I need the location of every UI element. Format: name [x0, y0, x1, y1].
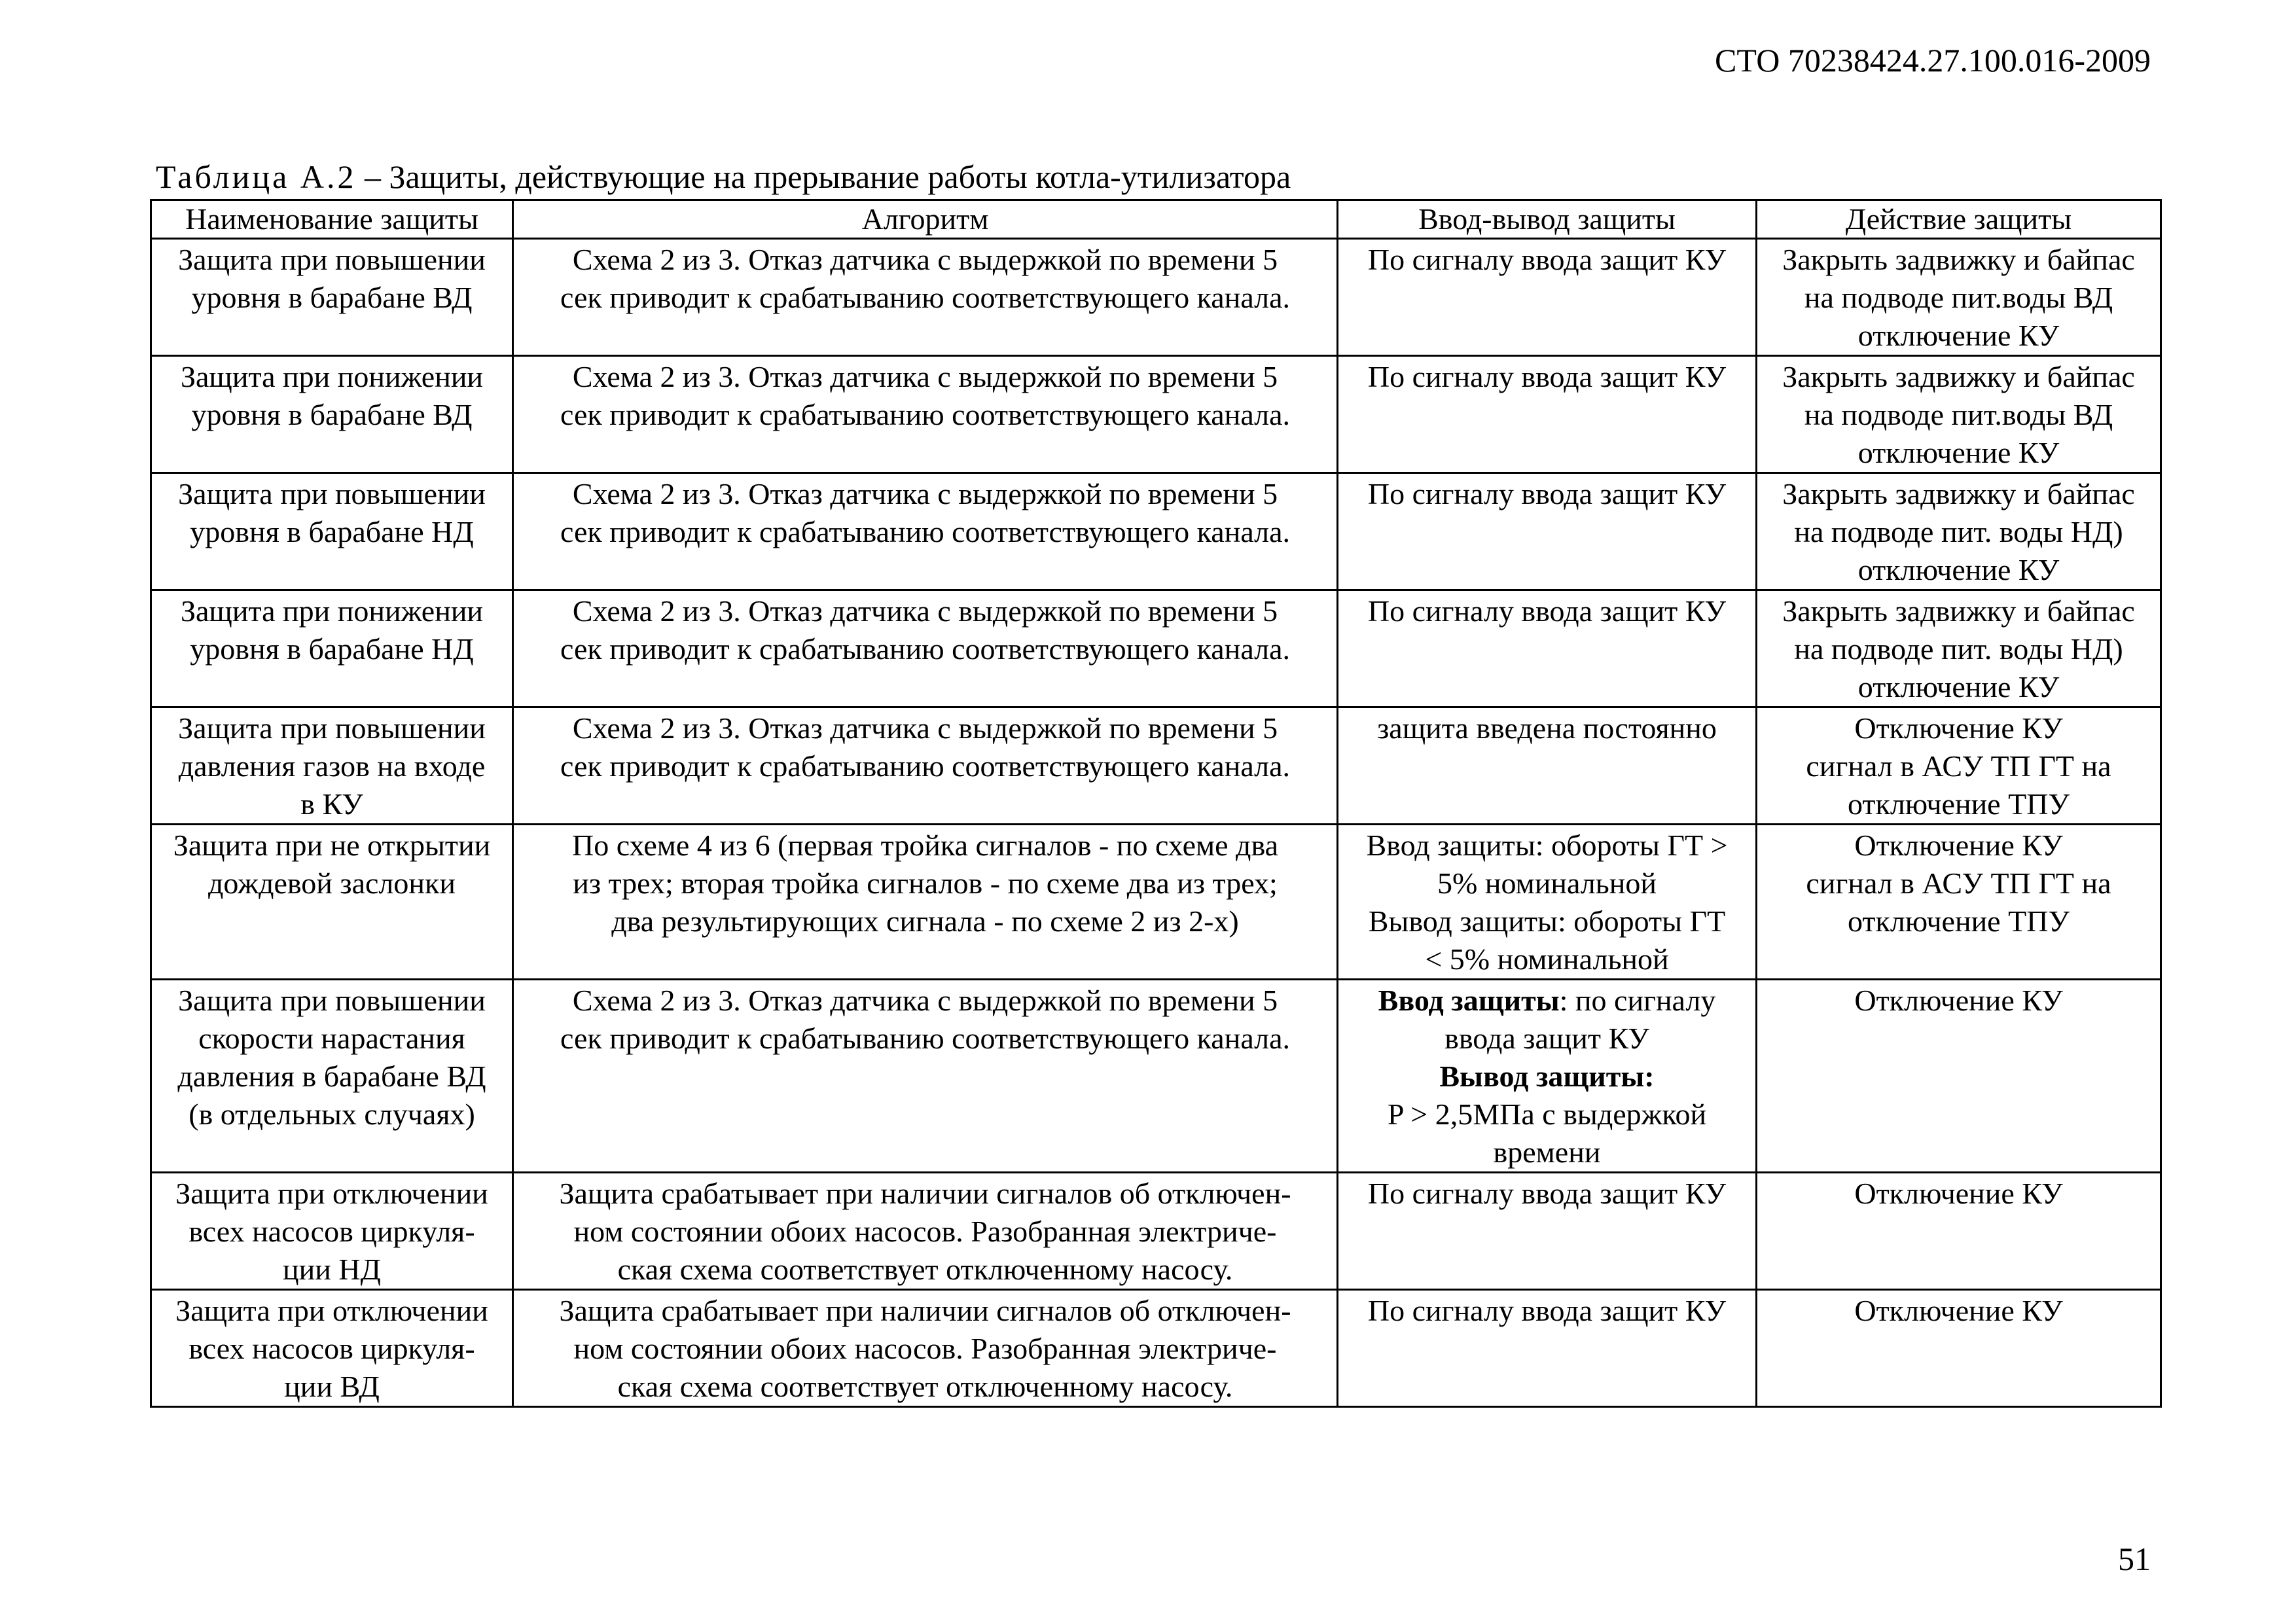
- table-caption-prefix: Таблица А.2: [156, 158, 357, 195]
- table-caption: [156, 157, 1291, 196]
- cell-protection-name: Защита при повышении уровня в барабане ВД: [151, 239, 513, 356]
- cell-action: Отключение КУ: [1757, 1173, 2161, 1290]
- cell-io: По сигналу ввода защит КУ: [1338, 473, 1757, 590]
- table-row: [151, 1173, 2161, 1290]
- page-number: 51: [2118, 1541, 2151, 1577]
- cell-protection-name: Защита при повышении уровня в барабане НД: [151, 473, 513, 590]
- cell-protection-name: Защита при отключении всех насосов циркуля- ции НД: [151, 1173, 513, 1290]
- cell-algorithm: По схеме 4 из 6 (первая тройка сигналов - по схеме два из трех; вторая тройка сигналов - по схеме два из трех; два результирующих сигнала - по схеме 2 из 2-х): [513, 825, 1338, 980]
- cell-algorithm: Схема 2 из 3. Отказ датчика с выдержкой по времени 5 сек приводит к срабатыванию соответствующего канала.: [513, 473, 1338, 590]
- document-code: СТО 70238424.27.100.016-2009: [1715, 42, 2151, 79]
- protections-table: [150, 199, 2162, 1408]
- cell-action: Закрыть задвижку и байпас на подводе пит.воды ВД отключение КУ: [1757, 356, 2161, 473]
- table-row: [151, 825, 2161, 980]
- cell-protection-name: Защита при повышении скорости нарастания давления в барабане ВД (в отдельных случаях): [151, 980, 513, 1173]
- cell-algorithm: Схема 2 из 3. Отказ датчика с выдержкой по времени 5 сек приводит к срабатыванию соответствующего канала.: [513, 707, 1338, 825]
- table-row: [151, 239, 2161, 356]
- cell-action: Отключение КУ: [1757, 980, 2161, 1173]
- cell-action: Отключение КУ сигнал в АСУ ТП ГТ на отключение ТПУ: [1757, 825, 2161, 980]
- io-input-label: Ввод защиты: [1378, 984, 1560, 1017]
- cell-io: По сигналу ввода защит КУ: [1338, 1290, 1757, 1407]
- io-input-text: : по сигналу ввода защит КУ: [1444, 984, 1716, 1055]
- table-row: [151, 590, 2161, 707]
- cell-protection-name: Защита при понижении уровня в барабане НД: [151, 590, 513, 707]
- cell-io: По сигналу ввода защит КУ: [1338, 356, 1757, 473]
- cell-algorithm: Схема 2 из 3. Отказ датчика с выдержкой по времени 5 сек приводит к срабатыванию соответствующего канала.: [513, 239, 1338, 356]
- cell-action: Закрыть задвижку и байпас на подводе пит. воды НД) отключение КУ: [1757, 590, 2161, 707]
- cell-io: Ввод защиты: обороты ГТ > 5% номинальной Вывод защиты: обороты ГТ < 5% номинальной: [1338, 825, 1757, 980]
- column-header-action: Действие защиты: [1757, 200, 2161, 239]
- table-row: [151, 473, 2161, 590]
- cell-action: Отключение КУ: [1757, 1290, 2161, 1407]
- cell-action: Закрыть задвижку и байпас на подводе пит.воды ВД отключение КУ: [1757, 239, 2161, 356]
- table-row: [151, 980, 2161, 1173]
- cell-algorithm: Схема 2 из 3. Отказ датчика с выдержкой по времени 5 сек приводит к срабатыванию соответствующего канала.: [513, 356, 1338, 473]
- cell-algorithm: Защита срабатывает при наличии сигналов об отключен- ном состоянии обоих насосов. Разобранная электриче- ская схема соответствует отключенному насосу.: [513, 1290, 1338, 1407]
- cell-io: защита введена постоянно: [1338, 707, 1757, 825]
- cell-action: Закрыть задвижку и байпас на подводе пит. воды НД) отключение КУ: [1757, 473, 2161, 590]
- table-row: [151, 707, 2161, 825]
- cell-algorithm: Схема 2 из 3. Отказ датчика с выдержкой по времени 5 сек приводит к срабатыванию соответствующего канала.: [513, 590, 1338, 707]
- table-row: [151, 356, 2161, 473]
- table-caption-text: – Защиты, действующие на прерывание работы котла-утилизатора: [356, 158, 1291, 195]
- column-header-name: Наименование защиты: [151, 200, 513, 239]
- column-header-io: Ввод-вывод защиты: [1338, 200, 1757, 239]
- io-output-text: P > 2,5МПа с выдержкой времени: [1387, 1097, 1707, 1169]
- cell-io: По сигналу ввода защит КУ: [1338, 239, 1757, 356]
- cell-protection-name: Защита при не открытии дождевой заслонки: [151, 825, 513, 980]
- cell-io: [1338, 980, 1757, 1173]
- io-output-label: Вывод защиты:: [1439, 1060, 1655, 1093]
- cell-io: По сигналу ввода защит КУ: [1338, 1173, 1757, 1290]
- cell-protection-name: Защита при отключении всех насосов циркуля- ции ВД: [151, 1290, 513, 1407]
- table-header-row: [151, 200, 2161, 239]
- cell-protection-name: Защита при повышении давления газов на входе в КУ: [151, 707, 513, 825]
- column-header-algorithm: Алгоритм: [513, 200, 1338, 239]
- cell-algorithm: Защита срабатывает при наличии сигналов об отключен- ном состоянии обоих насосов. Разобранная электриче- ская схема соответствует отключенному насосу.: [513, 1173, 1338, 1290]
- cell-protection-name: Защита при понижении уровня в барабане ВД: [151, 356, 513, 473]
- table-row: [151, 1290, 2161, 1407]
- cell-io: По сигналу ввода защит КУ: [1338, 590, 1757, 707]
- cell-algorithm: Схема 2 из 3. Отказ датчика с выдержкой по времени 5 сек приводит к срабатыванию соответствующего канала.: [513, 980, 1338, 1173]
- cell-action: Отключение КУ сигнал в АСУ ТП ГТ на отключение ТПУ: [1757, 707, 2161, 825]
